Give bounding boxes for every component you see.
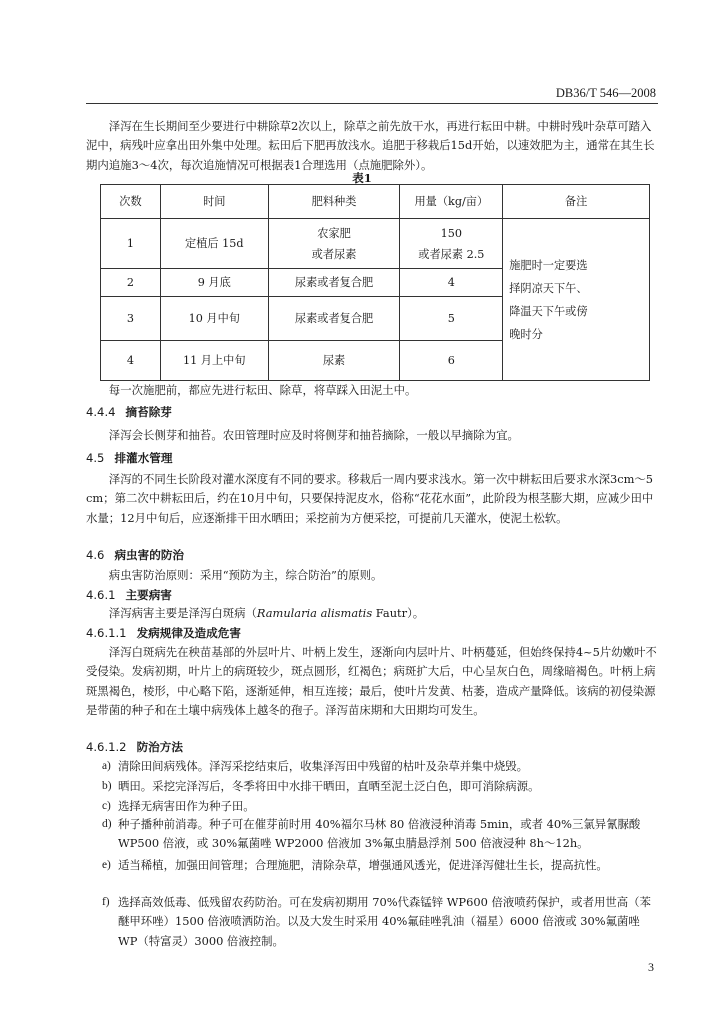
list-item — [102, 797, 658, 816]
header-cell: 肥料种类 — [268, 185, 400, 219]
list-item — [102, 777, 658, 796]
table-cell: 9 月底 — [160, 269, 268, 297]
note-line: 施肥时一定要选 — [509, 258, 588, 272]
cell-line: 或者尿素 — [311, 247, 357, 261]
paragraph-461 — [86, 604, 658, 623]
section-heading-444 — [86, 404, 172, 420]
section-title: 防治方法 — [136, 740, 183, 754]
list-label: f) — [102, 896, 110, 908]
section-number: 4.4.4 — [86, 405, 116, 419]
table-cell: 定植后 15d — [160, 219, 268, 269]
table-cell: 6 — [400, 341, 503, 381]
table-cell: 4 — [101, 341, 161, 381]
paragraph-topdressing: 泽泻在生长期间至少要进行中耕除草2次以上，除草之前先放干水，再进行耘田中耕。中耕时残叶杂草可踏入泥中，病残叶应拿出田外集中处理。耘田后下肥再放浅水。追肥于移栽后15d开始，以速效肥为主，通常在其生长期内追施3～4次，每次追施情况可根据表1合理选用（点施肥除外）。 — [86, 119, 655, 172]
table-cell: 4 — [400, 269, 503, 297]
table-cell: 11 月上中旬 — [160, 341, 268, 381]
list-label: a) — [102, 760, 111, 772]
text-run: Fautr）。 — [372, 606, 425, 620]
cell-line: 农家肥 — [317, 226, 351, 240]
section-number: 4.6.1.2 — [86, 740, 127, 754]
header-cell: 备注 — [503, 185, 650, 219]
list-label: e) — [102, 859, 111, 871]
standard-code: DB36/T 546—2008 — [555, 86, 656, 100]
paragraph-after-table: 每一次施肥前，都应先进行耘田、除草，将草踩入田泥土中。 — [108, 383, 417, 397]
table-header-row — [101, 185, 650, 219]
section-title: 摘苔除芽 — [125, 405, 172, 419]
list-text: 选择无病害田作为种子田。 — [118, 799, 255, 813]
section-heading-45 — [86, 450, 172, 466]
note-line: 降温天下午或傍 — [509, 304, 588, 318]
list-label: b) — [102, 780, 112, 792]
section-title: 排灌水管理 — [114, 451, 173, 465]
section-number: 4.5 — [86, 451, 105, 465]
header-rule — [86, 103, 658, 104]
note-line: 择阴凉天下午、 — [509, 281, 588, 295]
paragraph-444: 泽泻会长侧芽和抽苔。农田管理时应及时将侧芽和抽苔摘除，一般以早摘除为宜。 — [108, 428, 519, 442]
table-cell: 2 — [101, 269, 161, 297]
text-run: 泽泻病害主要是泽泻白斑病（ — [108, 606, 257, 620]
note-line: 晚时分 — [509, 327, 543, 341]
section-number: 4.6.1 — [86, 588, 116, 602]
list-text: 种子播种前消毒。种子可在催芽前时用 40%福尔马林 80 倍液浸种消毒 5min，或者 40%三氯异氰脲酸 WP500 倍液，或 30%氟菌唑 WP2000 倍液加 3%氟虫腈悬浮剂 500 倍液浸种 8h～12h。 — [118, 817, 641, 851]
paragraph-4611: 泽泻白斑病先在秧苗基部的外层叶片、叶柄上发生，逐渐向内层叶片、叶柄蔓延，但始终保持4~5片幼嫩叶不受侵染。发病初期，叶片上的病斑较少，斑点圆形，红褐色；病斑扩大后，中心呈灰白色，周缘暗褐色。叶柄上病斑黑褐色，棱形，中心略下陷，逐渐延伸，相互连接；最后，使叶片发黄、枯萎，造成产量降低。该病的初侵染源是带菌的种子和在土壤中病残体上越冬的孢子。泽泻苗床期和大田期均可发生。 — [86, 645, 657, 717]
table-cell: 5 — [400, 297, 503, 341]
paragraph-45: 泽泻的不同生长阶段对灌水深度有不同的要求。移栽后一周内要求浅水。第一次中耕耘田后要求水深3cm～5 cm；第二次中耕耘田后，约在10月中旬，只要保持泥皮水，俗称“花花水面”，此阶段为根茎膨大期，应减少田中水量；12月中旬后，应逐渐排干田水晒田；采挖前为方便采挖，可提前几天灌水，使泥土松软。 — [86, 472, 654, 525]
table-row — [101, 219, 650, 269]
table-cell: 3 — [101, 297, 161, 341]
table-cell: 10 月中旬 — [160, 297, 268, 341]
section-title: 发病规律及造成危害 — [136, 626, 241, 640]
section-heading-46 — [86, 547, 184, 563]
list-text: 清除田间病残体。泽泻采挖结束后，收集泽泻田中残留的枯叶及杂草并集中烧毁。 — [118, 759, 529, 773]
paragraph-46: 病虫害防治原则：采用“预防为主，综合防治”的原则。 — [108, 568, 383, 582]
fertilizer-table — [100, 184, 650, 381]
table-cell: 尿素或者复合肥 — [268, 297, 400, 341]
list-text: 适当稀植，加强田间管理；合理施肥，清除杂草，增强通风透光，促进泽泻健壮生长，提高抗性。 — [118, 858, 608, 872]
table-cell — [400, 219, 503, 269]
header-cell: 时间 — [160, 185, 268, 219]
list-text: 选择高效低毒、低残留农药防治。可在发病初期用 70%代森锰锌 WP600 倍液喷药保护，或者用世高（苯醚甲环唑）1500 倍液喷洒防治。以及大发生时采用 40%氟硅唑乳油（福星）6000 倍液或 30%氟菌唑 WP（特富灵）3000 倍液控制。 — [118, 895, 651, 948]
list-label: d) — [102, 818, 112, 830]
page-number: 3 — [648, 960, 654, 974]
section-title: 病虫害的防治 — [114, 548, 185, 562]
table-cell — [268, 219, 400, 269]
cell-line: 或者尿素 2.5 — [418, 247, 485, 261]
table-caption: 表1 — [352, 171, 372, 185]
list-item — [102, 757, 658, 776]
list-item — [102, 893, 658, 951]
table-cell: 1 — [101, 219, 161, 269]
section-title: 主要病害 — [125, 588, 172, 602]
section-number: 4.6 — [86, 548, 105, 562]
list-item — [102, 815, 658, 854]
section-number: 4.6.1.1 — [86, 626, 127, 640]
section-heading-4611 — [86, 625, 241, 641]
list-item — [102, 856, 658, 875]
cell-line: 150 — [440, 226, 462, 240]
list-label: c) — [102, 800, 111, 812]
list-text: 晒田。采挖完泽泻后，冬季将田中水排干晒田，直晒至泥土泛白色，即可消除病源。 — [118, 779, 540, 793]
section-heading-4612 — [86, 739, 183, 755]
latin-name: Ramularia alismatis — [256, 606, 373, 620]
table-cell: 尿素或者复合肥 — [268, 269, 400, 297]
note-cell — [503, 219, 650, 381]
header-cell: 用量（kg/亩） — [400, 185, 503, 219]
header-cell: 次数 — [101, 185, 161, 219]
section-heading-461 — [86, 587, 172, 603]
table-cell: 尿素 — [268, 341, 400, 381]
